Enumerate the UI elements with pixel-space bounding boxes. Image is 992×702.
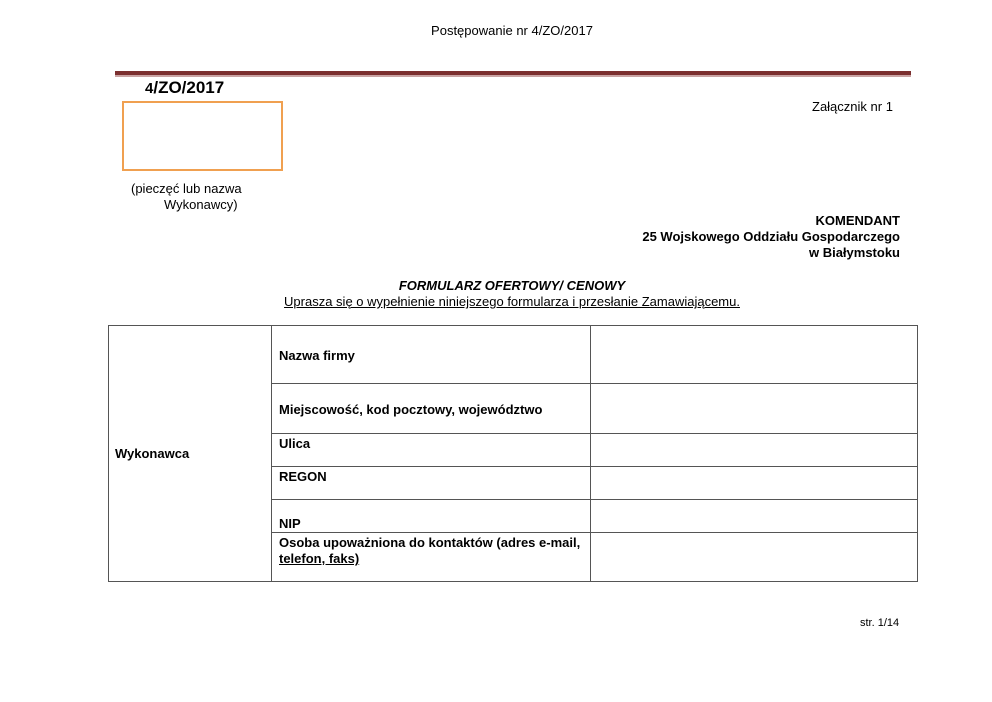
addressee-line3: w Białymstoku <box>808 245 900 260</box>
regon-field[interactable] <box>591 467 918 500</box>
row-label-nip: NIP <box>272 500 591 533</box>
contact-field[interactable] <box>591 533 918 582</box>
annex-label: Załącznik nr 1 <box>812 99 893 114</box>
page-number: str. 1/14 <box>860 617 900 629</box>
case-number-prefix: 4 <box>145 80 154 97</box>
row-label-regon: REGON <box>272 467 591 500</box>
header-rule-shadow <box>115 75 911 77</box>
row-label-street: Ulica <box>272 434 591 467</box>
form-instruction: Uprasza się o wypełnienie niniejszego formularza i przesłanie Zamawiającemu. <box>284 294 740 309</box>
stamp-box <box>122 101 283 171</box>
street-field[interactable] <box>591 434 918 467</box>
nip-field[interactable] <box>591 500 918 533</box>
case-number <box>145 78 224 98</box>
offer-table <box>108 325 918 582</box>
addressee-line2: 25 Wojskowego Oddziału Gospodarczego <box>642 229 900 244</box>
page-header: Postępowanie nr 4/ZO/2017 <box>431 23 593 38</box>
firm-name-field[interactable] <box>591 326 918 384</box>
contact-label-part2: telefon, faks) <box>279 551 360 566</box>
stamp-caption-line2: Wykonawcy) <box>164 197 238 212</box>
row-label-firm-name: Nazwa firmy <box>272 326 591 384</box>
stamp-caption-line1: (pieczęć lub nazwa <box>131 181 242 196</box>
row-label-locality: Miejscowość, kod pocztowy, województwo <box>272 384 591 434</box>
stamp-caption <box>131 181 242 213</box>
row-label-contact <box>272 533 591 582</box>
case-number-rest: /ZO/2017 <box>153 78 225 97</box>
table-row <box>109 326 918 384</box>
addressee-line1: KOMENDANT <box>815 213 900 228</box>
addressee-block <box>560 213 900 261</box>
form-title: FORMULARZ OFERTOWY/ CENOWY <box>398 278 626 293</box>
contact-label-part1: Osoba upoważniona do kontaktów (adres e-mail, <box>279 535 581 550</box>
group-label: Wykonawca <box>109 326 272 582</box>
locality-field[interactable] <box>591 384 918 434</box>
